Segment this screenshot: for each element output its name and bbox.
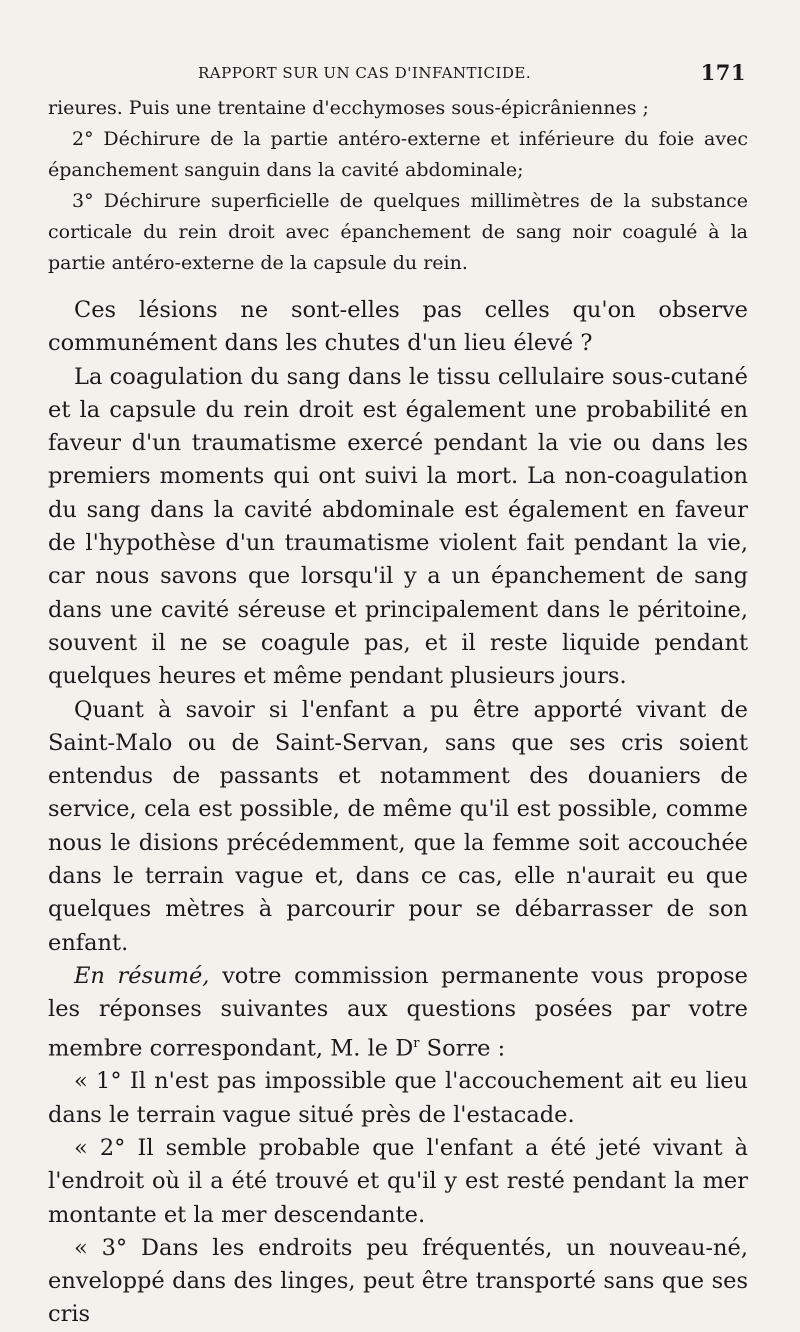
running-title: RAPPORT SUR UN CAS D'INFANTICIDE. xyxy=(198,64,532,82)
en-resume-italic: En résumé, xyxy=(74,962,210,989)
answer-1: « 1° Il n'est pas impossible que l'accouchement ait eu lieu dans le terrain vague situé près de l'estacade. xyxy=(48,1068,748,1128)
paragraph-4-text: votre commission permanente vous propose les réponses suivantes aux questions posées par votre membre correspondant, M. le D xyxy=(48,962,748,1062)
answer-2: « 2° Il semble probable que l'enfant a été jeté vivant à l'endroit où il a été trouvé et qu'il y est resté pendant la mer montante et la mer descendante. xyxy=(48,1134,748,1228)
lesion-continuation: rieures. Puis une trentaine d'ecchymoses sous-épicrâniennes ; xyxy=(48,97,649,119)
doctor-superscript: r xyxy=(413,1035,420,1051)
lesion-item-2: 2° Déchirure de la partie antéro-externe et inférieure du foie avec épanchement sanguin dans la cavité abdominale; xyxy=(48,128,748,181)
paragraph-4 xyxy=(48,960,748,1065)
paragraph-3: Quant à savoir si l'enfant a pu être apporté vivant de Saint-Malo ou de Saint-Servan, sans que ses cris soient entendus de passants et notamment des douaniers de service, cela est possible, de même qu'il est possible, comme nous le disions précédemment, que la femme soit accouchée dans le terrain vague et, dans ce cas, elle n'aurait eu que quelques mètres à parcourir pour se débarrasser de son enfant. xyxy=(48,696,748,956)
running-header xyxy=(48,58,748,88)
page-number: 171 xyxy=(700,60,746,85)
answer-3: « 3° Dans les endroits peu fréquentés, un nouveau-né, enveloppé dans des linges, peut être transporté sans que ses cris xyxy=(48,1234,748,1328)
paragraph-2: La coagulation du sang dans le tissu cellulaire sous-cutané et la capsule du rein droit est également une probabilité en faveur d'un traumatisme exercé pendant la vie ou dans les premiers moments qui ont suivi la mort. La non-coagulation du sang dans la cavité abdominale est également en faveur de l'hypothèse d'un traumatisme violent fait pendant la vie, car nous savons que lorsqu'il y a un épanchement de sang dans une cavité séreuse et principalement dans le péritoine, souvent il ne se coagule pas, et il reste liquide pendant quelques heures et même pendant plusieurs jours. xyxy=(48,363,748,690)
paragraph-1: Ces lésions ne sont-elles pas celles qu'on observe communément dans les chutes d'un lieu élevé ? xyxy=(48,297,748,357)
paragraph-4-end: Sorre : xyxy=(419,1035,506,1062)
lesion-list xyxy=(48,93,748,279)
main-text xyxy=(48,294,748,1332)
lesion-item-3: 3° Déchirure superficielle de quelques millimètres de la substance corticale du rein droit avec épanchement de sang noir coagulé à la partie antéro-externe de la capsule du rein. xyxy=(48,190,748,274)
